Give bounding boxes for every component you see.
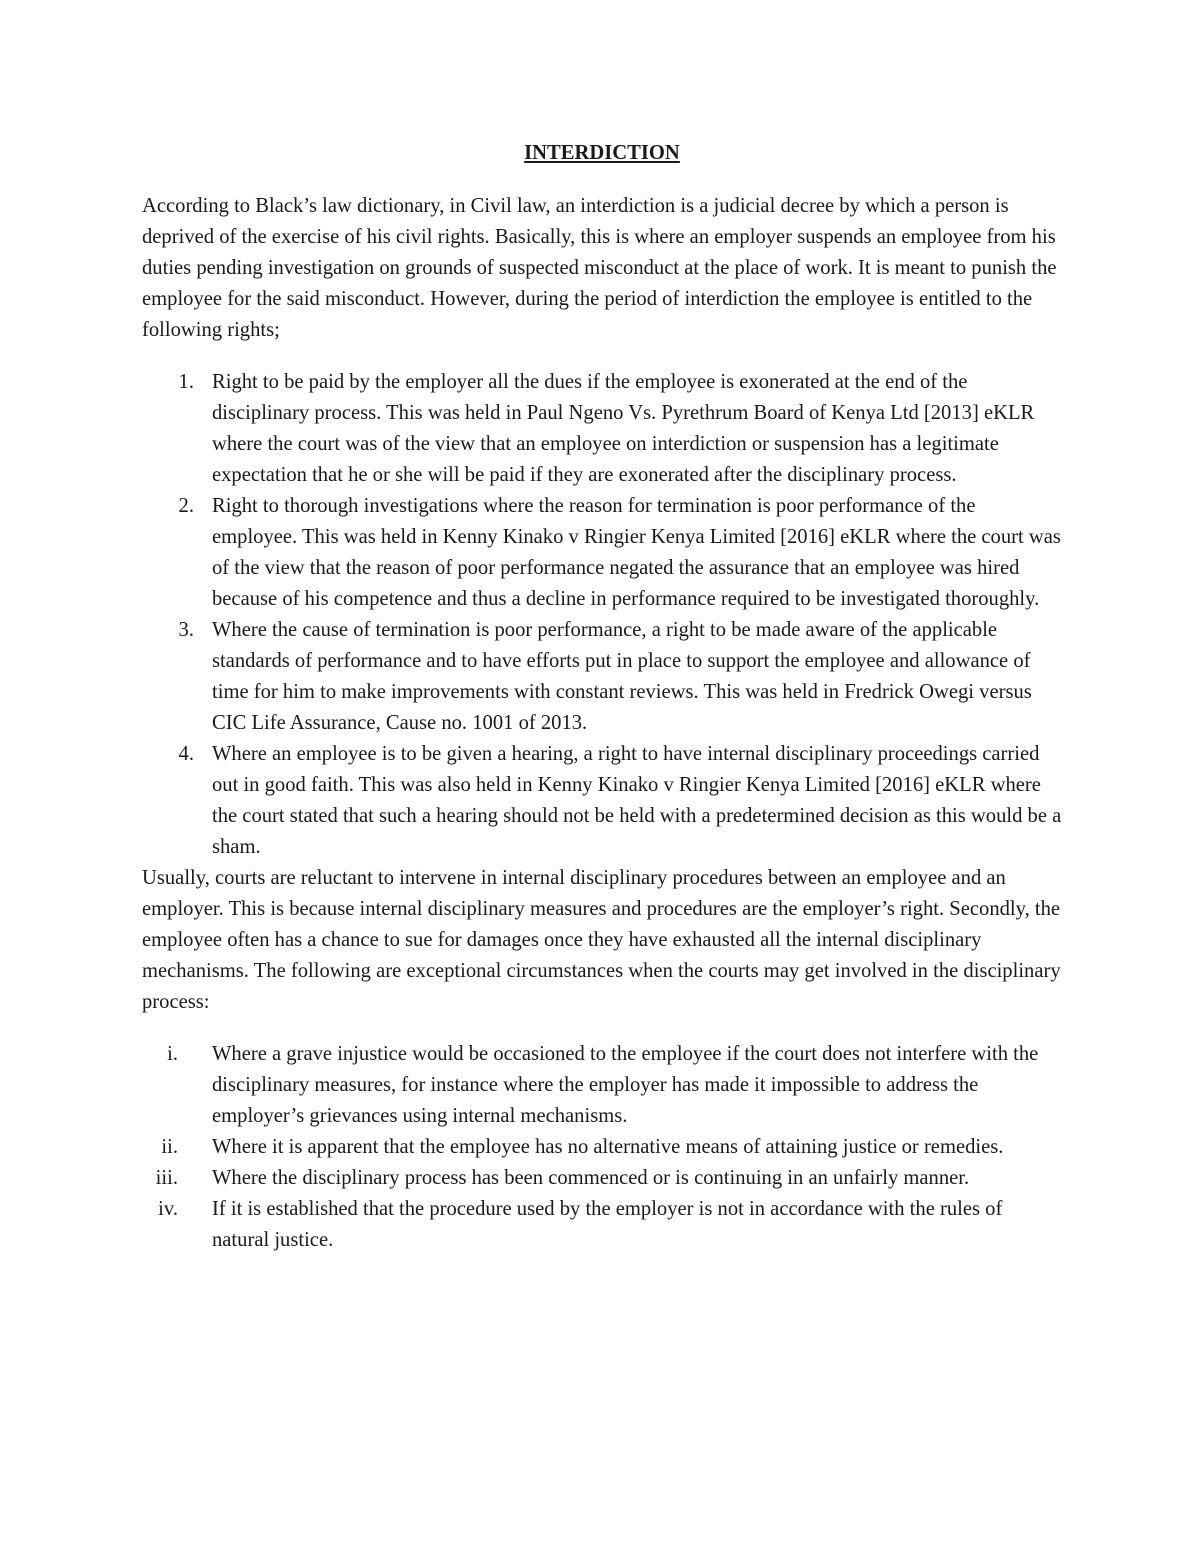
list-marker: 4. <box>178 743 194 765</box>
list-marker: i. <box>167 1043 178 1065</box>
list-item-text: Where an employee is to be given a hearing, a right to have internal disciplinary proceedings carried out in good faith. This was also held in Kenny Kinako v Ringier Kenya Limited [2016] eKLR where the court stated that such a hearing should not be held with a predetermined decision as this would be a sham. <box>212 743 1062 858</box>
list-marker: 3. <box>178 619 194 641</box>
list-item <box>142 1163 1062 1194</box>
list-item-text: Where the disciplinary process has been commenced or is continuing in an unfairly manner. <box>212 1167 970 1189</box>
document-body <box>142 138 1062 1256</box>
list-marker: iv. <box>158 1198 178 1220</box>
list-item-text: Where it is apparent that the employee has no alternative means of attaining justice or remedies. <box>212 1136 1004 1158</box>
list-marker: iii. <box>155 1167 178 1189</box>
list-item <box>142 1132 1062 1163</box>
document-title: INTERDICTION <box>524 142 680 164</box>
list-marker: 2. <box>178 495 194 517</box>
list-item-text: Where a grave injustice would be occasioned to the employee if the court does not interfere with the disciplinary measures, for instance where the employer has made it impossible to address the employer’s grievances using internal mechanisms. <box>212 1043 1039 1127</box>
list-item-text: Where the cause of termination is poor performance, a right to be made aware of the applicable standards of performance and to have efforts put in place to support the employee and allowance of time for him to make improvements with constant reviews. This was held in Fredrick Owegi versus CIC Life Assurance, Cause no. 1001 of 2013. <box>212 619 1032 734</box>
list-item <box>142 491 1062 615</box>
list-marker: ii. <box>161 1136 178 1158</box>
intro-paragraph: According to Black’s law dictionary, in Civil law, an interdiction is a judicial decree by which a person is deprived of the exercise of his civil rights. Basically, this is where an employer suspends an employee from his duties pending investigation on grounds of suspected misconduct at the place of work. It is meant to punish the employee for the said misconduct. However, during the period of interdiction the employee is entitled to the following rights; <box>142 195 1057 341</box>
list-item <box>142 1039 1062 1132</box>
list-item <box>142 367 1062 491</box>
list-item-text: Right to thorough investigations where the reason for termination is poor performance of the employee. This was held in Kenny Kinako v Ringier Kenya Limited [2016] eKLR where the court was of the view that the reason of poor performance negated the assurance that an employee was hired because of his competence and thus a decline in performance required to be investigated thoroughly. <box>212 495 1061 610</box>
list-item <box>142 739 1062 863</box>
list-item <box>142 615 1062 739</box>
list-item-text: Right to be paid by the employer all the dues if the employee is exonerated at the end of the disciplinary process. This was held in Paul Ngeno Vs. Pyrethrum Board of Kenya Ltd [2013] eKLR where the court was of the view that an employee on interdiction or suspension has a legitimate expectation that he or she will be paid if they are exonerated after the disciplinary process. <box>212 371 1035 486</box>
list-item-text: If it is established that the procedure used by the employer is not in accordance with the rules of natural justice. <box>212 1198 1003 1251</box>
rights-list <box>142 367 1062 863</box>
list-item <box>142 1194 1062 1256</box>
exceptions-list <box>142 1039 1062 1256</box>
list-marker: 1. <box>178 371 194 393</box>
courts-paragraph: Usually, courts are reluctant to intervene in internal disciplinary procedures between an employee and an employer. This is because internal disciplinary measures and procedures are the employer’s right. Secondly, the employee often has a chance to sue for damages once they have exhausted all the internal disciplinary mechanisms. The following are exceptional circumstances when the courts may get involved in the disciplinary process: <box>142 867 1061 1013</box>
